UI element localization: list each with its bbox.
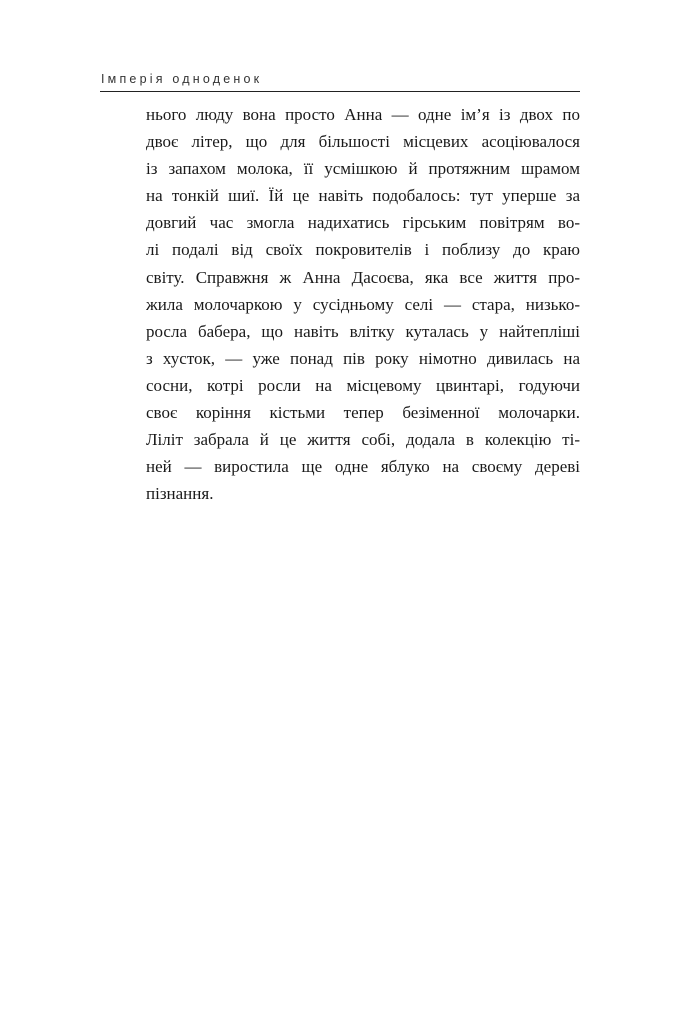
text-line: своє коріння кістьми тепер безіменної молочарки. [146,403,580,423]
text-line: ней — виростила ще одне яблуко на своєму дереві [146,457,580,477]
text-line: сосни, котрі росли на місцевому цвинтарі, годуючи [146,375,580,395]
text-line: росла бабера, що навіть влітку куталась у найтепліші [146,321,580,341]
text-line: із запахом молока, її усмішкою й протяжним шрамом [146,159,580,179]
text-line: на тонкій шиї. Їй це навіть подобалось: тут уперше за [146,186,580,206]
text-line: лі подалі від своїх покровителів і поблизу до краю [146,240,580,260]
body-text [146,101,580,507]
text-line: з хусток, — уже понад пів року німотно дивилась на [146,348,580,368]
text-line: двоє літер, що для більшості місцевих асоціювалося [146,132,580,152]
text-line: нього люду вона просто Анна — одне ім’я із двох по [146,105,580,124]
text-line: жила молочаркою у сусідньому селі — стара, низько- [146,294,580,314]
text-line: довгий час змогла надихатись гірським повітрям во- [146,213,580,233]
text-line: світу. Справжня ж Анна Дасоєва, яка все життя про- [146,267,580,287]
text-line: Ліліт забрала й це життя собі, додала в колекцію ті- [146,430,580,450]
book-title: Імперія одноденок [101,72,263,86]
running-header [100,71,580,92]
text-line-last: пізнання. [146,484,214,504]
